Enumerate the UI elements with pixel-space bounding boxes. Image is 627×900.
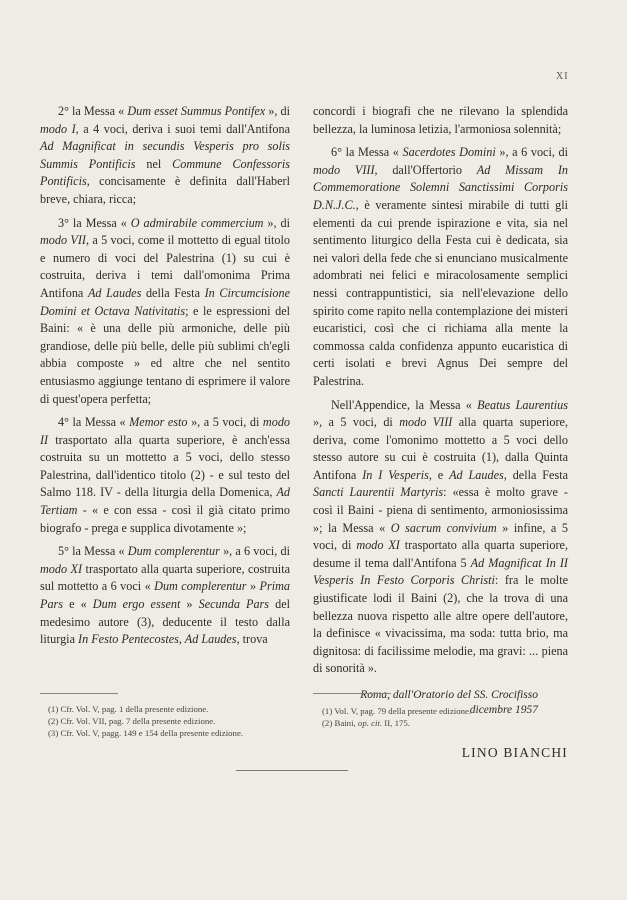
motet-part: Secunda Pars bbox=[198, 597, 270, 612]
text-run: , concisamente è definita dall'Haberl breve, chiara, ricca; bbox=[40, 174, 290, 206]
text-run: (2) Baini, bbox=[322, 717, 358, 728]
mode-label: modo VIII bbox=[313, 162, 375, 177]
footnote-rule-left bbox=[40, 693, 118, 694]
text-run: trasportato alla quarta superiore, desume il tema dall'Antifona 5 bbox=[313, 538, 568, 570]
mode-label: modo II bbox=[40, 415, 291, 447]
text-run: 6° la Messa « bbox=[331, 145, 403, 160]
paragraph-continuation: concordi i biografi che ne rilevano la splendida bellezza, la luminosa letizia, l'armoniosa solennità; bbox=[313, 104, 568, 136]
place-line: Roma, dall'Oratorio del SS. Crocifisso bbox=[360, 689, 538, 701]
paragraph-appendix bbox=[313, 397, 568, 679]
liturgy-title: Ad Laudes bbox=[87, 285, 142, 300]
mass-title: O sacrum convivium bbox=[390, 520, 497, 535]
mode-label: modo VIII bbox=[399, 415, 453, 430]
text-run: e « bbox=[63, 597, 93, 612]
footnote-2: (2) Cfr. Vol. VII, pag. 7 della presente edizione. bbox=[48, 715, 216, 726]
liturgy-title: In Festo Pentecostes, Ad Laudes bbox=[78, 632, 237, 647]
liturgy-title: In I Vesperis bbox=[362, 467, 429, 482]
right-column bbox=[313, 103, 568, 762]
motet-title: Dum ergo essent bbox=[92, 597, 181, 612]
text-run: : «essa è molto grave - così il Baini - piena di sentimento, armoniosissima »; la Messa « bbox=[313, 485, 568, 535]
liturgy-title: Commune Confessoris Pontificis bbox=[40, 156, 290, 189]
motet-title: Dum complerentur bbox=[154, 579, 247, 594]
text-run: : fra le molte giustificate lodi il Baini (2), che la trova di una bellezza nuova rispetto alle altre opere dell'autore, la definisce « vivacissima, ma soda: tutta brio, ma dignitosa: di facilissime melodie, ma gravi: ... piena di sonorità ». bbox=[313, 573, 568, 676]
text-run: Nell'Appendice, la Messa « bbox=[331, 397, 478, 412]
text-run: II, 175. bbox=[382, 717, 410, 728]
paragraph-mass-4 bbox=[40, 414, 290, 537]
citation-abbrev: op. cit. bbox=[357, 717, 383, 728]
text-run: », di bbox=[263, 215, 290, 230]
paragraph-mass-5 bbox=[40, 543, 290, 649]
feast-title: In Circumcisione Domini et Octava Nativitatis bbox=[40, 285, 290, 318]
mass-title: Dum esset Summus Pontifex bbox=[127, 104, 266, 118]
mass-title: O admirabile commercium bbox=[130, 215, 264, 230]
text-run: 4° la Messa « bbox=[58, 415, 130, 430]
text-run: della Festa bbox=[141, 285, 205, 300]
text-run: - « e con essa - così il già citato primo biografo - prega e supplica divotamente »; bbox=[40, 503, 290, 535]
liturgy-title: Ad Laudes bbox=[449, 467, 504, 482]
text-run: , è veramente sintesi mirabile di tutti gli elementi da cui prende ispirazione e vita, sia nel sentimento liturgico della Festa cui è dedicata, sia nei valori della fede che si enunciano musicalmente adombrati nei felici e miracolosamente semplici nessi contrappuntistici, sia nell'elevazione dello spirito come rapito nella contemplazione dei misteri eucaristici, così che ci richiama alla mente la commossa calda confidenza appunto eucaristica di certi isolati e brevi Agnus Dei sempre del Palestrina. bbox=[313, 197, 568, 388]
paragraph-mass-6 bbox=[313, 144, 568, 390]
author-signature: LINO BIANCHI bbox=[461, 745, 568, 760]
footnote-3: (3) Cfr. Vol. V, pagg. 149 e 154 della presente edizione. bbox=[48, 727, 244, 738]
footnotes-right bbox=[322, 706, 562, 730]
text-run: », a 5 voci, di bbox=[313, 415, 400, 430]
mass-title: Beatus Laurentius bbox=[477, 397, 568, 412]
antiphon-title: Ad Magnificat In II Vesperis In Festo Corporis Christi bbox=[313, 555, 568, 588]
footnote-1: (1) Cfr. Vol. V, pag. 1 della presente edizione. bbox=[48, 704, 209, 714]
mode-label: modo XI bbox=[40, 561, 83, 576]
mass-title: Dum complerentur bbox=[127, 544, 220, 559]
text-run: », a 5 voci, di bbox=[187, 415, 263, 430]
liturgy-title: Ad Tertiam bbox=[40, 485, 290, 518]
mode-label: modo I bbox=[40, 121, 76, 136]
text-run: », a 6 voci, di bbox=[495, 145, 568, 160]
mode-label: modo VII bbox=[40, 233, 86, 248]
mode-label: modo XI bbox=[356, 538, 400, 553]
text-run: nel bbox=[135, 156, 173, 171]
text-run: ; e le espressioni del Baini: « è una delle più armoniche, delle più grandiose, delle più belle, delle più sublimi ch'egli abbia composte » ed altre che nel sentito entusiasmo aggiunge tentano di esprimere il valore di quest'opera perfetta; bbox=[40, 303, 290, 406]
text-run: » bbox=[180, 597, 199, 612]
text-run: » bbox=[246, 579, 260, 594]
offertory-title: Ad Missam In Commemoratione Solemni Sanctissimi Corporis D.N.J.C. bbox=[313, 162, 568, 212]
text-run: alla quarta superiore, deriva, come l'omonimo mottetto a 5 voci dello stesso autore su cui è costruita (1), dalla Quinta Antifona bbox=[313, 415, 569, 482]
paragraph-mass-2 bbox=[40, 103, 290, 209]
mass-title: Memor esto bbox=[129, 415, 188, 430]
text-run: , della Festa bbox=[503, 467, 568, 482]
text-run: 3° la Messa « bbox=[58, 215, 131, 230]
text-run: 2° la Messa « bbox=[58, 104, 128, 118]
text-run: , a 4 voci, deriva i suoi temi dall'Antifona bbox=[75, 121, 290, 136]
footnote-1: (1) Vol. V, pag. 79 della presente edizione. bbox=[322, 706, 472, 716]
date-line: dicembre 1957 bbox=[469, 704, 538, 716]
text-run: 5° la Messa « bbox=[58, 544, 128, 559]
bottom-rule bbox=[236, 770, 348, 771]
footnote-2 bbox=[322, 718, 562, 730]
text-run: , dall'Offertorio bbox=[374, 162, 477, 177]
paragraph-mass-3 bbox=[40, 215, 290, 409]
motet-part: Prima Pars bbox=[40, 579, 290, 612]
text-run: trasportato alla quarta superiore, è anch'essa costruita su un mottetto a 5 voci, dello stesso Palestrina, dall'identico titolo (2) - e sul testo del Salmo 118. IV - della liturgia della Domenica, bbox=[40, 432, 290, 500]
text-run: del medesimo autore (3), deducente il testo dalla liturgia bbox=[40, 597, 291, 647]
text-run: » infine, a 5 voci, di bbox=[313, 520, 568, 553]
text-run: , trova bbox=[236, 632, 268, 647]
text-run: trasportato alla quarta superiore, costruita sul mottetto a 6 voci « bbox=[40, 561, 290, 594]
page-number: XI bbox=[556, 71, 569, 82]
left-column bbox=[40, 103, 290, 649]
antiphon-title: Ad Magnificat in secundis Vesperis pro solis Summis Pontificis bbox=[40, 139, 290, 171]
text-run: », a 6 voci, di bbox=[219, 544, 291, 559]
footnotes-left bbox=[48, 704, 298, 739]
text-run: , e bbox=[428, 467, 450, 482]
footnote-rule-right bbox=[313, 693, 391, 694]
mass-title: Sacerdotes Domini bbox=[402, 145, 496, 160]
text-run: , a 5 voci, come il mottetto di egual titolo e numero di voci del Palestrina (1) su cui è costruita, deriva i temi dall'omonima Prima Antifona bbox=[40, 233, 290, 300]
text-run: », di bbox=[265, 104, 291, 118]
feast-title: Sancti Laurentii Martyris bbox=[313, 485, 444, 500]
